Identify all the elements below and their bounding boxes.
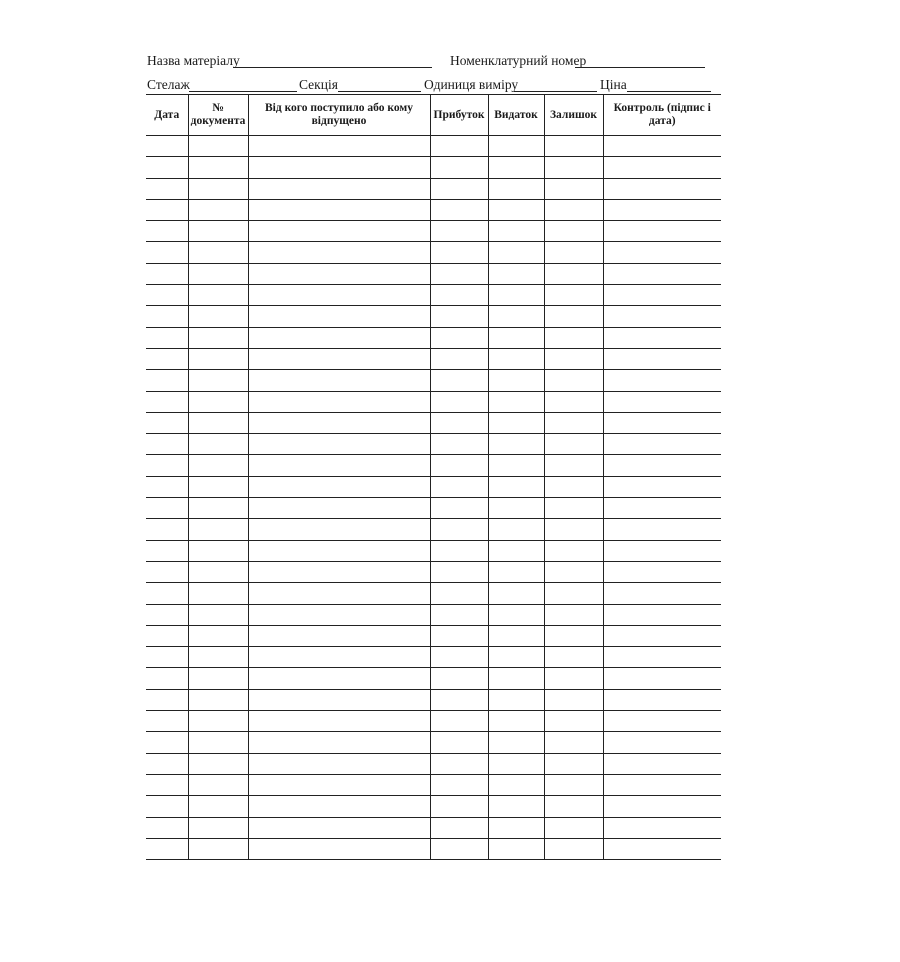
document-number-cell[interactable] (188, 668, 248, 689)
document-number-cell[interactable] (188, 625, 248, 646)
document-number-cell[interactable] (188, 519, 248, 540)
col-header-income: Прибуток (430, 95, 488, 136)
expense-cell[interactable] (488, 327, 544, 348)
date-cell[interactable] (146, 327, 188, 348)
income-cell[interactable] (430, 774, 488, 795)
unit-label: Одиниця виміру (424, 77, 519, 92)
document-number-cell[interactable] (188, 561, 248, 582)
balance-cell[interactable] (544, 434, 603, 455)
date-cell[interactable] (146, 583, 188, 604)
from-to-cell[interactable] (248, 370, 430, 391)
balance-cell[interactable] (544, 689, 603, 710)
document-number-cell[interactable] (188, 221, 248, 242)
expense-cell[interactable] (488, 774, 544, 795)
table-row (146, 498, 721, 519)
table-row (146, 711, 721, 732)
from-to-cell[interactable] (248, 263, 430, 284)
expense-cell[interactable] (488, 242, 544, 263)
date-cell[interactable] (146, 774, 188, 795)
document-number-cell[interactable] (188, 476, 248, 497)
balance-cell[interactable] (544, 774, 603, 795)
expense-cell[interactable] (488, 711, 544, 732)
material-name-field[interactable] (233, 67, 432, 68)
income-cell[interactable] (430, 561, 488, 582)
date-cell[interactable] (146, 625, 188, 646)
table-header (146, 95, 721, 136)
balance-cell[interactable] (544, 711, 603, 732)
balance-cell[interactable] (544, 242, 603, 263)
table-row (146, 348, 721, 369)
expense-cell[interactable] (488, 199, 544, 220)
income-cell[interactable] (430, 221, 488, 242)
balance-cell[interactable] (544, 455, 603, 476)
from-to-cell[interactable] (248, 561, 430, 582)
table-row (146, 391, 721, 412)
expense-cell[interactable] (488, 604, 544, 625)
balance-cell[interactable] (544, 817, 603, 838)
document-number-cell[interactable] (188, 136, 248, 157)
expense-cell[interactable] (488, 157, 544, 178)
from-to-cell[interactable] (248, 327, 430, 348)
table-row (146, 157, 721, 178)
expense-cell[interactable] (488, 796, 544, 817)
from-to-cell[interactable] (248, 732, 430, 753)
income-cell[interactable] (430, 732, 488, 753)
expense-cell[interactable] (488, 285, 544, 306)
table-row (146, 774, 721, 795)
control-cell[interactable] (603, 498, 721, 519)
document-number-cell[interactable] (188, 178, 248, 199)
control-cell[interactable] (603, 561, 721, 582)
from-to-cell[interactable] (248, 221, 430, 242)
income-cell[interactable] (430, 136, 488, 157)
document-number-cell[interactable] (188, 242, 248, 263)
control-cell[interactable] (603, 157, 721, 178)
col-header-date: Дата (146, 95, 188, 136)
income-cell[interactable] (430, 668, 488, 689)
document-number-cell[interactable] (188, 753, 248, 774)
table-row (146, 327, 721, 348)
balance-cell[interactable] (544, 796, 603, 817)
from-to-cell[interactable] (248, 412, 430, 433)
date-cell[interactable] (146, 178, 188, 199)
income-cell[interactable] (430, 348, 488, 369)
table-row (146, 583, 721, 604)
table-row (146, 604, 721, 625)
date-cell[interactable] (146, 455, 188, 476)
from-to-cell[interactable] (248, 157, 430, 178)
expense-cell[interactable] (488, 136, 544, 157)
expense-cell[interactable] (488, 306, 544, 327)
table-row (146, 540, 721, 561)
income-cell[interactable] (430, 604, 488, 625)
from-to-cell[interactable] (248, 689, 430, 710)
col-header-expense: Видаток (488, 95, 544, 136)
document-number-cell[interactable] (188, 263, 248, 284)
material-name-label: Назва матеріалу (147, 53, 240, 68)
material-card-table (146, 94, 721, 860)
balance-cell[interactable] (544, 221, 603, 242)
expense-cell[interactable] (488, 540, 544, 561)
income-cell[interactable] (430, 434, 488, 455)
document-number-cell[interactable] (188, 348, 248, 369)
expense-cell[interactable] (488, 455, 544, 476)
control-cell[interactable] (603, 242, 721, 263)
income-cell[interactable] (430, 306, 488, 327)
expense-cell[interactable] (488, 391, 544, 412)
balance-cell[interactable] (544, 306, 603, 327)
income-cell[interactable] (430, 647, 488, 668)
table-row (146, 434, 721, 455)
expense-cell[interactable] (488, 412, 544, 433)
from-to-cell[interactable] (248, 668, 430, 689)
control-cell[interactable] (603, 476, 721, 497)
date-cell[interactable] (146, 711, 188, 732)
date-cell[interactable] (146, 604, 188, 625)
document-number-cell[interactable] (188, 199, 248, 220)
balance-cell[interactable] (544, 178, 603, 199)
balance-cell[interactable] (544, 668, 603, 689)
table-row (146, 668, 721, 689)
expense-cell[interactable] (488, 753, 544, 774)
from-to-cell[interactable] (248, 796, 430, 817)
from-to-cell[interactable] (248, 476, 430, 497)
document-number-cell[interactable] (188, 540, 248, 561)
date-cell[interactable] (146, 540, 188, 561)
expense-cell[interactable] (488, 561, 544, 582)
from-to-cell[interactable] (248, 455, 430, 476)
date-cell[interactable] (146, 391, 188, 412)
income-cell[interactable] (430, 753, 488, 774)
table-row (146, 370, 721, 391)
document-number-cell[interactable] (188, 285, 248, 306)
control-cell[interactable] (603, 796, 721, 817)
document-number-cell[interactable] (188, 370, 248, 391)
date-cell[interactable] (146, 689, 188, 710)
table-row (146, 753, 721, 774)
income-cell[interactable] (430, 412, 488, 433)
control-cell[interactable] (603, 327, 721, 348)
income-cell[interactable] (430, 391, 488, 412)
balance-cell[interactable] (544, 498, 603, 519)
from-to-cell[interactable] (248, 711, 430, 732)
control-cell[interactable] (603, 199, 721, 220)
col-header-control: Контроль (підпис і дата) (603, 95, 721, 136)
expense-cell[interactable] (488, 476, 544, 497)
table-row (146, 561, 721, 582)
from-to-cell[interactable] (248, 391, 430, 412)
expense-cell[interactable] (488, 519, 544, 540)
control-cell[interactable] (603, 732, 721, 753)
from-to-cell[interactable] (248, 625, 430, 646)
expense-cell[interactable] (488, 732, 544, 753)
col-header-balance: Залишок (544, 95, 603, 136)
from-to-cell[interactable] (248, 178, 430, 199)
control-cell[interactable] (603, 668, 721, 689)
balance-cell[interactable] (544, 263, 603, 284)
control-cell[interactable] (603, 178, 721, 199)
date-cell[interactable] (146, 285, 188, 306)
balance-cell[interactable] (544, 838, 603, 859)
control-cell[interactable] (603, 711, 721, 732)
control-cell[interactable] (603, 306, 721, 327)
from-to-cell[interactable] (248, 242, 430, 263)
from-to-cell[interactable] (248, 647, 430, 668)
date-cell[interactable] (146, 817, 188, 838)
date-cell[interactable] (146, 732, 188, 753)
control-cell[interactable] (603, 583, 721, 604)
from-to-cell[interactable] (248, 348, 430, 369)
rack-field[interactable] (189, 91, 297, 92)
control-cell[interactable] (603, 285, 721, 306)
expense-cell[interactable] (488, 668, 544, 689)
date-cell[interactable] (146, 668, 188, 689)
date-cell[interactable] (146, 221, 188, 242)
date-cell[interactable] (146, 753, 188, 774)
income-cell[interactable] (430, 199, 488, 220)
table-row (146, 732, 721, 753)
expense-cell[interactable] (488, 625, 544, 646)
date-cell[interactable] (146, 838, 188, 859)
date-cell[interactable] (146, 412, 188, 433)
table-row (146, 242, 721, 263)
table-row (146, 136, 721, 157)
income-cell[interactable] (430, 455, 488, 476)
from-to-cell[interactable] (248, 817, 430, 838)
document-number-cell[interactable] (188, 157, 248, 178)
control-cell[interactable] (603, 647, 721, 668)
table-row (146, 306, 721, 327)
from-to-cell[interactable] (248, 306, 430, 327)
from-to-cell[interactable] (248, 285, 430, 306)
table-row (146, 817, 721, 838)
control-cell[interactable] (603, 689, 721, 710)
expense-cell[interactable] (488, 647, 544, 668)
balance-cell[interactable] (544, 136, 603, 157)
balance-cell[interactable] (544, 625, 603, 646)
date-cell[interactable] (146, 242, 188, 263)
control-cell[interactable] (603, 348, 721, 369)
from-to-cell[interactable] (248, 498, 430, 519)
col-header-document-number: № документа (188, 95, 248, 136)
balance-cell[interactable] (544, 583, 603, 604)
date-cell[interactable] (146, 199, 188, 220)
document-number-cell[interactable] (188, 711, 248, 732)
expense-cell[interactable] (488, 583, 544, 604)
from-to-cell[interactable] (248, 774, 430, 795)
table-row (146, 199, 721, 220)
balance-cell[interactable] (544, 540, 603, 561)
date-cell[interactable] (146, 476, 188, 497)
document-number-cell[interactable] (188, 391, 248, 412)
income-cell[interactable] (430, 519, 488, 540)
section-field[interactable] (338, 91, 421, 92)
from-to-cell[interactable] (248, 753, 430, 774)
balance-cell[interactable] (544, 732, 603, 753)
income-cell[interactable] (430, 476, 488, 497)
expense-cell[interactable] (488, 178, 544, 199)
table-row (146, 476, 721, 497)
control-cell[interactable] (603, 221, 721, 242)
table-row (146, 285, 721, 306)
document-number-cell[interactable] (188, 327, 248, 348)
balance-cell[interactable] (544, 412, 603, 433)
table-body (146, 136, 721, 860)
document-number-cell[interactable] (188, 434, 248, 455)
document-number-cell[interactable] (188, 838, 248, 859)
balance-cell[interactable] (544, 647, 603, 668)
date-cell[interactable] (146, 647, 188, 668)
from-to-cell[interactable] (248, 519, 430, 540)
header-row (146, 95, 721, 136)
control-cell[interactable] (603, 434, 721, 455)
control-cell[interactable] (603, 263, 721, 284)
date-cell[interactable] (146, 157, 188, 178)
table-row (146, 519, 721, 540)
expense-cell[interactable] (488, 689, 544, 710)
income-cell[interactable] (430, 817, 488, 838)
income-cell[interactable] (430, 583, 488, 604)
income-cell[interactable] (430, 498, 488, 519)
expense-cell[interactable] (488, 838, 544, 859)
control-cell[interactable] (603, 136, 721, 157)
price-label: Ціна (600, 77, 627, 92)
item-number-field[interactable] (575, 67, 705, 68)
expense-cell[interactable] (488, 434, 544, 455)
from-to-cell[interactable] (248, 604, 430, 625)
control-cell[interactable] (603, 774, 721, 795)
control-cell[interactable] (603, 540, 721, 561)
balance-cell[interactable] (544, 370, 603, 391)
income-cell[interactable] (430, 370, 488, 391)
table-row (146, 796, 721, 817)
balance-cell[interactable] (544, 561, 603, 582)
expense-cell[interactable] (488, 498, 544, 519)
from-to-cell[interactable] (248, 434, 430, 455)
table-row (146, 838, 721, 859)
document-number-cell[interactable] (188, 604, 248, 625)
unit-field[interactable] (514, 91, 597, 92)
control-cell[interactable] (603, 455, 721, 476)
header-row-1 (147, 53, 707, 71)
control-cell[interactable] (603, 391, 721, 412)
control-cell[interactable] (603, 370, 721, 391)
item-number-label: Номенклатурний номер (450, 53, 587, 68)
income-cell[interactable] (430, 285, 488, 306)
income-cell[interactable] (430, 625, 488, 646)
control-cell[interactable] (603, 838, 721, 859)
income-cell[interactable] (430, 796, 488, 817)
document-number-cell[interactable] (188, 817, 248, 838)
expense-cell[interactable] (488, 221, 544, 242)
date-cell[interactable] (146, 348, 188, 369)
document-number-cell[interactable] (188, 306, 248, 327)
date-cell[interactable] (146, 498, 188, 519)
balance-cell[interactable] (544, 199, 603, 220)
date-cell[interactable] (146, 136, 188, 157)
income-cell[interactable] (430, 157, 488, 178)
document-number-cell[interactable] (188, 583, 248, 604)
header-row-2 (147, 77, 722, 95)
balance-cell[interactable] (544, 391, 603, 412)
rack-label: Стелаж (147, 77, 190, 92)
control-cell[interactable] (603, 604, 721, 625)
date-cell[interactable] (146, 796, 188, 817)
document-number-cell[interactable] (188, 455, 248, 476)
from-to-cell[interactable] (248, 583, 430, 604)
document-number-cell[interactable] (188, 498, 248, 519)
income-cell[interactable] (430, 242, 488, 263)
from-to-cell[interactable] (248, 540, 430, 561)
document-number-cell[interactable] (188, 412, 248, 433)
expense-cell[interactable] (488, 370, 544, 391)
balance-cell[interactable] (544, 476, 603, 497)
income-cell[interactable] (430, 178, 488, 199)
control-cell[interactable] (603, 625, 721, 646)
document-number-cell[interactable] (188, 774, 248, 795)
document-number-cell[interactable] (188, 689, 248, 710)
table-row (146, 178, 721, 199)
income-cell[interactable] (430, 838, 488, 859)
document-number-cell[interactable] (188, 796, 248, 817)
income-cell[interactable] (430, 263, 488, 284)
income-cell[interactable] (430, 540, 488, 561)
expense-cell[interactable] (488, 348, 544, 369)
control-cell[interactable] (603, 817, 721, 838)
date-cell[interactable] (146, 370, 188, 391)
expense-cell[interactable] (488, 817, 544, 838)
table-row (146, 221, 721, 242)
date-cell[interactable] (146, 434, 188, 455)
document-number-cell[interactable] (188, 647, 248, 668)
table-row (146, 412, 721, 433)
table-row (146, 647, 721, 668)
income-cell[interactable] (430, 327, 488, 348)
section-label: Секція (299, 77, 338, 92)
price-field[interactable] (627, 91, 711, 92)
date-cell[interactable] (146, 519, 188, 540)
document-number-cell[interactable] (188, 732, 248, 753)
balance-cell[interactable] (544, 348, 603, 369)
balance-cell[interactable] (544, 519, 603, 540)
col-header-from-to: Від кого поступило або кому відпущено (248, 95, 430, 136)
table-row (146, 263, 721, 284)
balance-cell[interactable] (544, 327, 603, 348)
date-cell[interactable] (146, 306, 188, 327)
from-to-cell[interactable] (248, 838, 430, 859)
balance-cell[interactable] (544, 753, 603, 774)
table-row (146, 689, 721, 710)
balance-cell[interactable] (544, 285, 603, 306)
table-row (146, 455, 721, 476)
expense-cell[interactable] (488, 263, 544, 284)
control-cell[interactable] (603, 753, 721, 774)
from-to-cell[interactable] (248, 136, 430, 157)
date-cell[interactable] (146, 561, 188, 582)
income-cell[interactable] (430, 711, 488, 732)
control-cell[interactable] (603, 412, 721, 433)
date-cell[interactable] (146, 263, 188, 284)
control-cell[interactable] (603, 519, 721, 540)
income-cell[interactable] (430, 689, 488, 710)
table-row (146, 625, 721, 646)
from-to-cell[interactable] (248, 199, 430, 220)
balance-cell[interactable] (544, 157, 603, 178)
balance-cell[interactable] (544, 604, 603, 625)
